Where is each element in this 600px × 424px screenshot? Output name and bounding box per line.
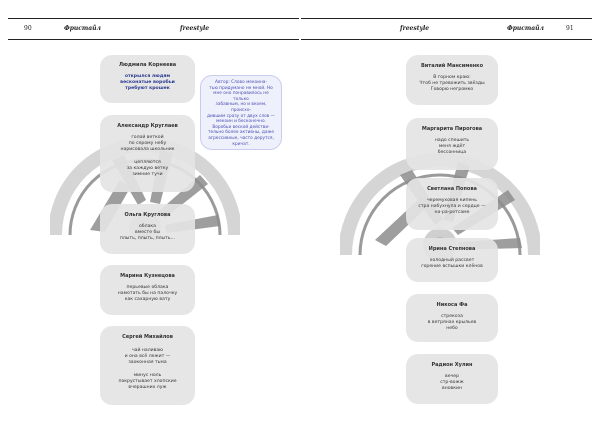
book-title: freestyle [180,25,210,32]
author-name: Светлана Попова [427,186,477,192]
poem-card [406,55,498,105]
poem-text: черемуховая кипень стра набухнула и сердце — на-ра-ретсаме [418,198,486,216]
author-name: Виталий Мансименко [420,63,484,69]
author-name: Никоса Фа [436,302,468,308]
poem-text: перьевые облака намотать бы на палочку как сахарную вату [117,285,178,303]
right-page [300,0,600,424]
poem-text: вечер стр-вожж вновкин [440,374,464,392]
page-number: 91 [566,25,574,32]
poem-card [406,178,498,230]
poem-text: открылся людям весконатые воробьи требуют крошек [120,74,175,92]
poem-card [100,115,195,192]
poem-text: облака вместе бы плыть, плыть, плыть… [119,224,176,242]
poem-card [100,326,195,405]
author-name: Сергей Михайлов [122,334,173,340]
book-title: freestyle [400,25,430,32]
poem-card [406,354,498,404]
author-name: Маргарита Пирогова [421,126,483,132]
poem-card [406,238,498,282]
page-number: 90 [24,25,32,32]
poem-text: холодный рассвет горение вспышки клёнов [421,258,483,270]
poem-card [406,118,498,170]
poem-text: чай наливаю и она всё лежит — заоконная тьма минус ноль покрустывает хлопские вчерашних луж [118,348,177,391]
page-header [8,18,300,40]
poem-text: надо спешить меня ждёт бессонница [434,138,470,156]
poem-card [100,55,195,103]
poem-text: стрекоза в ветрянах крыльев небо [427,314,477,332]
poem-card [100,204,195,254]
section-title: Фристайл [64,25,101,32]
author-name: Ольга Круглова [124,212,171,218]
author-name: Людмила Корнеева [118,62,177,68]
poem-text: голой веткой по серому небу нарисовала школьник цепляются за каждую ветку зимние тучи [120,135,175,178]
author-name: Ирина Степнова [428,246,476,252]
page-header [300,18,592,40]
poem-text: В горном краю: Чтоб не тревожить звёзды Говорю негромко [419,75,485,93]
spine-gap [299,18,301,40]
section-title: Фристайл [507,25,544,32]
author-name: Радион Хулин [431,362,473,368]
author-name: Александр Круглаев [117,123,178,129]
poem-card [100,265,195,315]
author-name: Марина Кузнецова [120,273,175,279]
poem-card [406,294,498,342]
author-note: Автор: Слово мекоина- тью придумано не мной. Но мне оно понравилось не только забавным, но и вкоем, происхо- дившим сразу от двух слов — мекоин и бесконечно. Воробьи веской действи- тельно более активны, даже агрессивные, часто дерутся, кричат. [200,75,282,150]
